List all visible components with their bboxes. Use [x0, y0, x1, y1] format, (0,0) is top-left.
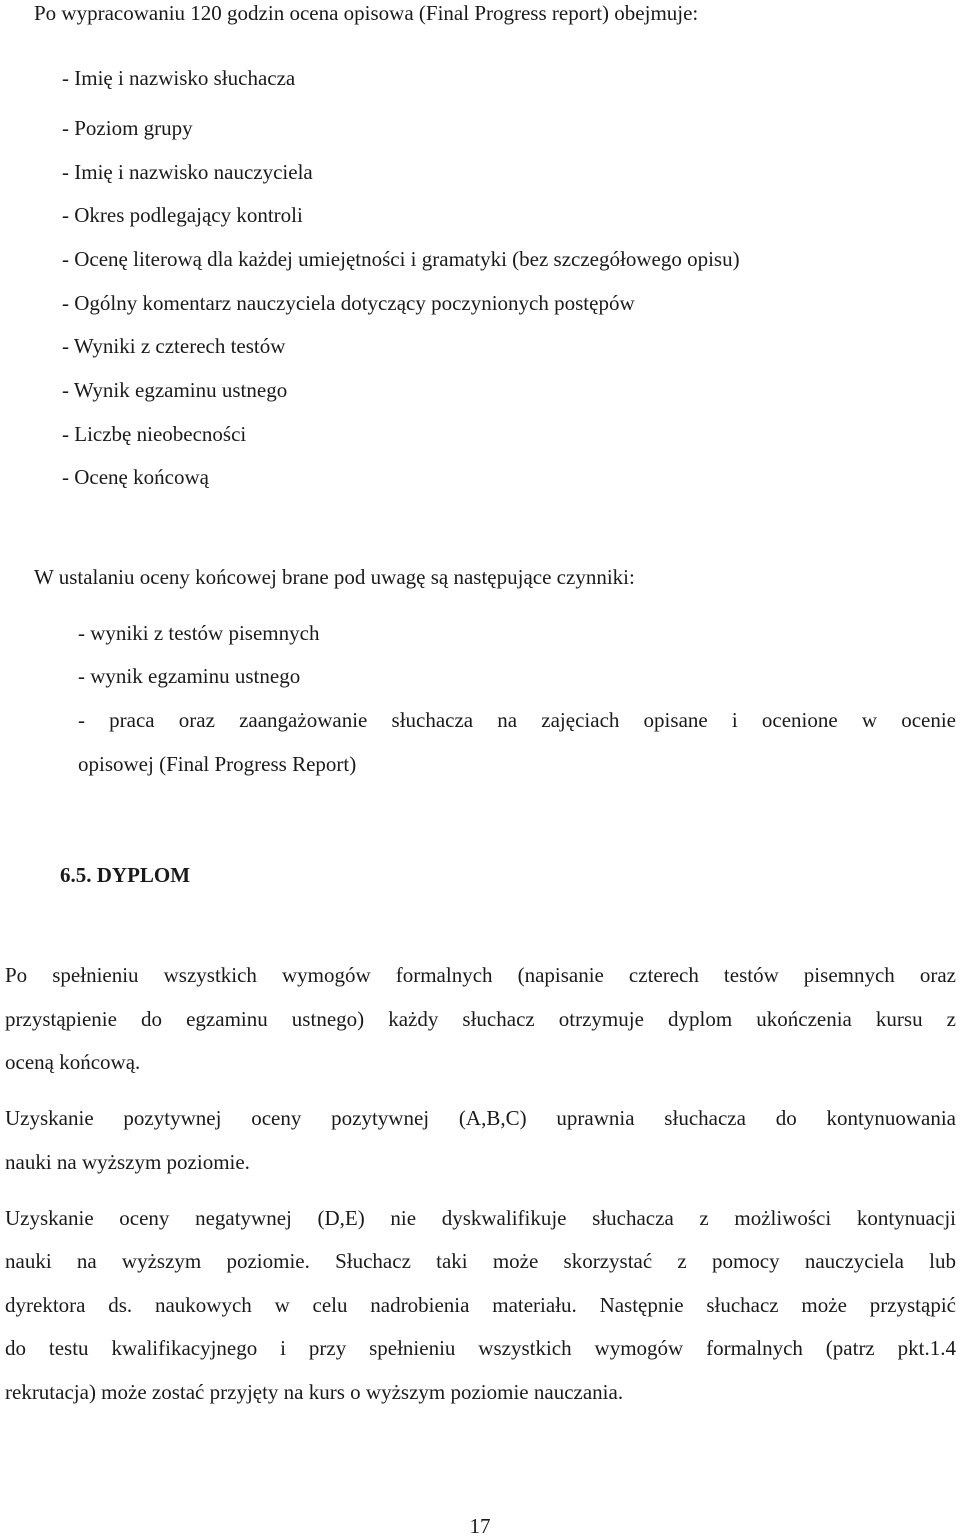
progress-report-intro: Po wypracowaniu 120 godzin ocena opisowa (Final Progress report) obejmuje:: [34, 1, 699, 25]
list-item: - Wynik egzaminu ustnego: [62, 378, 288, 402]
paragraph-line: Uzyskanie oceny negatywnej (D,E) nie dyskwalifikuje słuchacza z możliwości kontynuacji: [5, 1206, 956, 1230]
list-item: - praca oraz zaangażowanie słuchacza na zajęciach opisane i ocenione w ocenie: [78, 708, 956, 732]
list-item: - Okres podlegający kontroli: [62, 203, 303, 227]
list-item: - Poziom grupy: [62, 116, 193, 140]
list-item: - Ocenę końcową: [62, 465, 209, 489]
paragraph-line: oceną końcową.: [5, 1050, 141, 1074]
list-item: - Wyniki z czterech testów: [62, 334, 286, 358]
list-item: - wyniki z testów pisemnych: [78, 621, 320, 645]
list-item: - Liczbę nieobecności: [62, 422, 247, 446]
paragraph-line: rekrutacja) może zostać przyjęty na kurs o wyższym poziomie nauczania.: [5, 1380, 624, 1404]
list-item: - Ogólny komentarz nauczyciela dotyczący poczynionych postępów: [62, 291, 635, 315]
paragraph-line: przystąpienie do egzaminu ustnego) każdy słuchacz otrzymuje dyplom ukończenia kursu z: [5, 1007, 956, 1031]
final-grade-intro: W ustalaniu oceny końcowej brane pod uwagę są następujące czynniki:: [34, 565, 635, 589]
list-item: - Imię i nazwisko słuchacza: [62, 66, 296, 90]
list-item: - wynik egzaminu ustnego: [78, 664, 301, 688]
paragraph-line: do testu kwalifikacyjnego i przy spełnieniu wszystkich wymogów formalnych (patrz pkt.1.4: [5, 1336, 956, 1360]
list-item-continuation: opisowej (Final Progress Report): [78, 752, 357, 776]
paragraph-line: Po spełnieniu wszystkich wymogów formalnych (napisanie czterech testów pisemnych oraz: [5, 963, 956, 987]
paragraph-line: Uzyskanie pozytywnej oceny pozytywnej (A,B,C) uprawnia słuchacza do kontynuowania: [5, 1106, 956, 1130]
paragraph-line: dyrektora ds. naukowych w celu nadrobienia materiału. Następnie słuchacz może przystąpić: [5, 1293, 956, 1317]
list-item: - Imię i nazwisko nauczyciela: [62, 160, 313, 184]
section-heading: 6.5. DYPLOM: [60, 863, 191, 887]
paragraph-line: nauki na wyższym poziomie. Słuchacz taki może skorzystać z pomocy nauczyciela lub: [5, 1249, 956, 1273]
list-item: - Ocenę literową dla każdej umiejętności i gramatyki (bez szczegółowego opisu): [62, 247, 740, 271]
paragraph-line: nauki na wyższym poziomie.: [5, 1150, 250, 1174]
page-number: 17: [469, 1514, 491, 1538]
